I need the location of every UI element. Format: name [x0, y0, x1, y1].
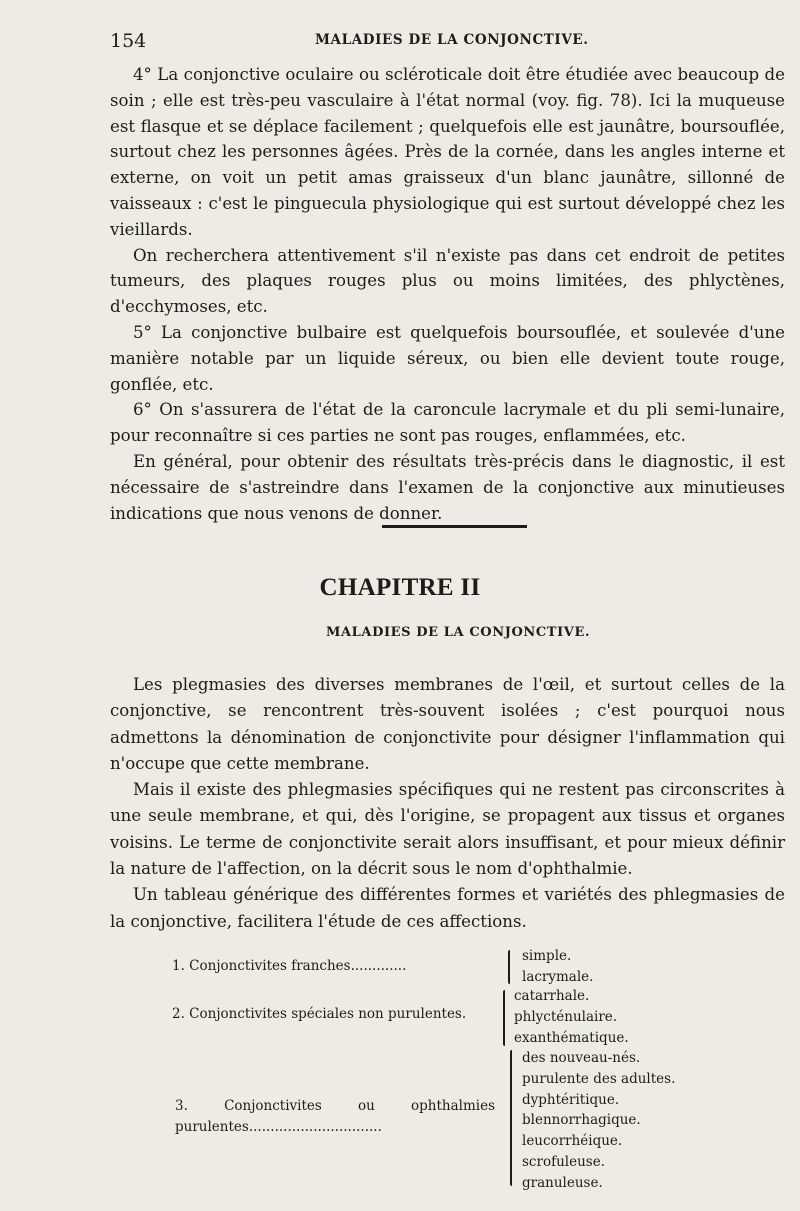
paragraph: 6° On s'assurera de l'état de la caroncule lacrymale et du pli semi-lunaire, pour reconnaître si ces parties ne sont pas rouges, enflammées, etc.: [110, 400, 785, 446]
chapter-subtitle: MALADIES DE LA CONJONCTIVE.: [326, 625, 591, 640]
paragraph: On recherchera attentivement s'il n'existe pas dans cet endroit de petites tumeurs, des plaques rouges plus ou moins limitées, des phlyctènes, d'ecchymoses, etc.: [110, 245, 785, 317]
classification-label: 1. Conjonctivites franches.............: [172, 958, 407, 974]
variant-list: [522, 1048, 675, 1194]
paragraph: Mais il existe des phlegmasies spécifiques qui ne restent pas circonscrites à une seule membrane, et qui, dès l'origine, se propagent aux tissus et organes voisins. Le terme de conjonctivite serait alors insuffisant, et pour mieux définir la nature de l'affection, on la décrit sous le nom d'ophthalmie.: [110, 780, 785, 879]
variant-item: dyphtéritique.: [522, 1091, 620, 1108]
brace: [510, 1050, 512, 1186]
variant-item: purulente des adultes.: [522, 1070, 676, 1087]
classification-label: 2. Conjonctivites spéciales non purulentes.: [172, 1006, 467, 1022]
page-number: 154: [110, 30, 147, 52]
paragraph: En général, pour obtenir des résultats très-précis dans le diagnostic, il est nécessaire de s'astreindre dans l'examen de la conjonctive aux minutieuses indications que nous venons de donner.: [110, 451, 785, 523]
variant-list: [522, 946, 593, 988]
paragraph: Un tableau générique des différentes formes et variétés des phlegmasies de la conjonctive, facilitera l'étude de ces affections.: [110, 885, 785, 931]
chapter-title: CHAPITRE II: [319, 574, 481, 601]
variant-item: lacrymale.: [522, 968, 594, 985]
paragraph: 5° La conjonctive bulbaire est quelquefois boursouflée, et soulevée d'une manière notable par un liquide séreux, ou bien elle devient toute rouge, gonflée, etc.: [110, 322, 785, 394]
variant-item: scrofuleuse.: [522, 1153, 605, 1170]
variant-item: leucorrhéique.: [522, 1133, 623, 1150]
brace: [503, 990, 505, 1046]
running-title: MALADIES DE LA CONJONCTIVE.: [315, 32, 589, 48]
classification-label: 3. Conjonctivites ou ophthalmies purulentes...............................: [175, 1098, 495, 1135]
variant-item: des nouveau-nés.: [522, 1050, 641, 1066]
variant-item: exanthématique.: [514, 1029, 629, 1046]
variant-item: blennorrhagique.: [522, 1112, 641, 1129]
brace: [508, 950, 510, 984]
variant-list: [514, 986, 629, 1048]
variant-item: phlycténulaire.: [514, 1008, 618, 1025]
paragraph: 4° La conjonctive oculaire ou scléroticale doit être étudiée avec beaucoup de soin ; elle est très-peu vasculaire à l'état normal (voy. fig. 78). Ici la muqueuse est flasque et se déplace facilement ; quelquefois elle est jaunâtre, boursouflée, surtout chez les personnes âgées. Près de la cornée, dans les angles interne et externe, on voit un petit amas graisseux d'un blanc jaunâtre, sillonné de vaisseaux : c'est le pinguecula physiologique qui est surtout développé chez les vieillards.: [110, 65, 785, 239]
variant-item: simple.: [522, 948, 572, 964]
variant-item: catarrhale.: [514, 988, 590, 1004]
paragraph: Les plegmasies des diverses membranes de l'œil, et surtout celles de la conjonctive, se rencontrent très-souvent isolées ; c'est pourquoi nous admettons la dénomination de conjonctivite pour désigner l'inflammation qui n'occupe que cette membrane.: [110, 675, 785, 773]
variant-item: granuleuse.: [522, 1174, 603, 1191]
